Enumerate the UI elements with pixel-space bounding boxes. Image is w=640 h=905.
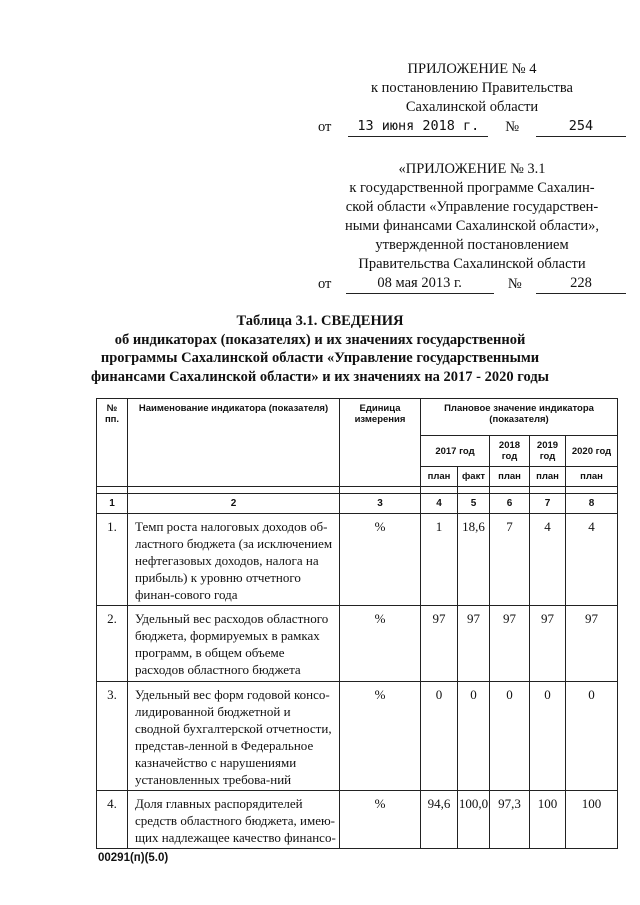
- appendix-3-1-line-3: ными финансами Сахалинской области»,: [345, 218, 599, 234]
- table-title-line-1: Таблица 3.1. СВЕДЕНИЯ: [236, 313, 404, 329]
- header-row-1: [97, 399, 618, 436]
- unit: %: [340, 606, 421, 682]
- value-2020: 0: [566, 682, 618, 791]
- appendix-3-1-header: [318, 160, 626, 294]
- indicator-name: Доля главных распорядителей средств областного бюджета, имею-щих надлежащее качество финансо-: [128, 791, 340, 849]
- value-2019: 97: [530, 606, 566, 682]
- unit: %: [340, 791, 421, 849]
- col-number: 8: [566, 494, 618, 514]
- value-2017-plan: 1: [421, 514, 458, 606]
- appendix-3-1-line-5: Правительства Сахалинской области: [358, 256, 586, 272]
- appendix-4-header: [318, 60, 626, 137]
- col-number: 2: [128, 494, 340, 514]
- number-label: №: [507, 276, 522, 292]
- value-2017-fact: 0: [458, 682, 490, 791]
- col-number: 3: [340, 494, 421, 514]
- header-plan: план: [566, 467, 618, 487]
- indicator-name: Темп роста налоговых доходов об-ластного бюджета (за исключением нефтегазовых доходов, налога на прибыль) к уровню отчетного финан-сового года: [128, 514, 340, 606]
- document-code: 00291(п)(5.0): [98, 852, 169, 864]
- header-plan: план: [530, 467, 566, 487]
- table-title-line-3: программы Сахалинской области «Управление государственными: [100, 350, 540, 366]
- table-row: [97, 514, 618, 606]
- table-row: [97, 682, 618, 791]
- table-row: [97, 606, 618, 682]
- from-label: от: [318, 276, 332, 292]
- value-2018: 0: [490, 682, 530, 791]
- row-num: 2.: [97, 606, 128, 682]
- row-num: 4.: [97, 791, 128, 849]
- header-name: Наименование индикатора (показателя): [128, 399, 340, 487]
- from-label: от: [318, 119, 332, 135]
- unit: %: [340, 682, 421, 791]
- value-2017-fact: 97: [458, 606, 490, 682]
- header-plan: план: [490, 467, 530, 487]
- value-2017-plan: 94,6: [421, 791, 458, 849]
- appendix-4-line-2: Сахалинской области: [405, 99, 539, 115]
- header-plan: план: [421, 467, 458, 487]
- header-num: № пп.: [97, 399, 128, 487]
- header-planned: Плановое значение индикатора (показателя): [421, 399, 618, 436]
- header-2018: 2018 год: [490, 436, 530, 467]
- table-title: [20, 312, 620, 386]
- header-2020: 2020 год: [566, 436, 618, 467]
- appendix-3-1-line-2: ской области «Управление государствен-: [345, 199, 599, 215]
- table-title-line-4: финансами Сахалинской области» и их значениях на 2017 - 2020 годы: [91, 368, 549, 385]
- header-unit: Единица измерения: [340, 399, 421, 487]
- appendix-3-1-line-1: к государственной программе Сахалин-: [349, 180, 595, 196]
- table-title-line-2: об индикаторах (показателях) и их значениях государственной: [114, 331, 526, 348]
- value-2018: 7: [490, 514, 530, 606]
- column-number-row: [97, 494, 618, 514]
- value-2020: 97: [566, 606, 618, 682]
- appendix-3-1-title: «ПРИЛОЖЕНИЕ № 3.1: [398, 161, 546, 177]
- appendix-3-1-date-line: [318, 274, 626, 294]
- row-num: 3.: [97, 682, 128, 791]
- col-number: 7: [530, 494, 566, 514]
- col-number: 5: [458, 494, 490, 514]
- program-number: 228: [536, 274, 626, 294]
- indicator-table: [96, 398, 618, 849]
- row-num: 1.: [97, 514, 128, 606]
- decree-number: 254: [536, 117, 626, 137]
- decree-date: 13 июня 2018 г.: [348, 117, 488, 137]
- program-date: 08 мая 2013 г.: [346, 274, 494, 294]
- unit: %: [340, 514, 421, 606]
- value-2018: 97: [490, 606, 530, 682]
- value-2019: 4: [530, 514, 566, 606]
- col-number: 6: [490, 494, 530, 514]
- number-label: №: [505, 119, 520, 135]
- value-2017-plan: 0: [421, 682, 458, 791]
- appendix-3-1-line-4: утвержденной постановлением: [375, 237, 569, 253]
- appendix-4-title: ПРИЛОЖЕНИЕ № 4: [407, 61, 537, 77]
- header-spacer: [97, 487, 618, 494]
- col-number: 4: [421, 494, 458, 514]
- value-2017-fact: 18,6: [458, 514, 490, 606]
- table-row: [97, 791, 618, 849]
- indicator-name: Удельный вес расходов областного бюджета, формируемых в рамках программ, в общем объеме расходов областного бюджета: [128, 606, 340, 682]
- value-2019: 0: [530, 682, 566, 791]
- indicator-name: Удельный вес форм годовой консо-лидированной бюджетной и сводной бухгалтерской отчетности, представ-ленной в Федеральное казначейство с нарушениями установленных требова-ний: [128, 682, 340, 791]
- appendix-4-date-line: [318, 117, 626, 137]
- col-number: 1: [97, 494, 128, 514]
- value-2017-plan: 97: [421, 606, 458, 682]
- header-2017: 2017 год: [421, 436, 490, 467]
- value-2019: 100: [530, 791, 566, 849]
- header-2019: 2019 год: [530, 436, 566, 467]
- value-2020: 100: [566, 791, 618, 849]
- value-2018: 97,3: [490, 791, 530, 849]
- header-fact: факт: [458, 467, 490, 487]
- appendix-4-line-1: к постановлению Правительства: [371, 80, 573, 96]
- value-2017-fact: 100,0: [458, 791, 490, 849]
- value-2020: 4: [566, 514, 618, 606]
